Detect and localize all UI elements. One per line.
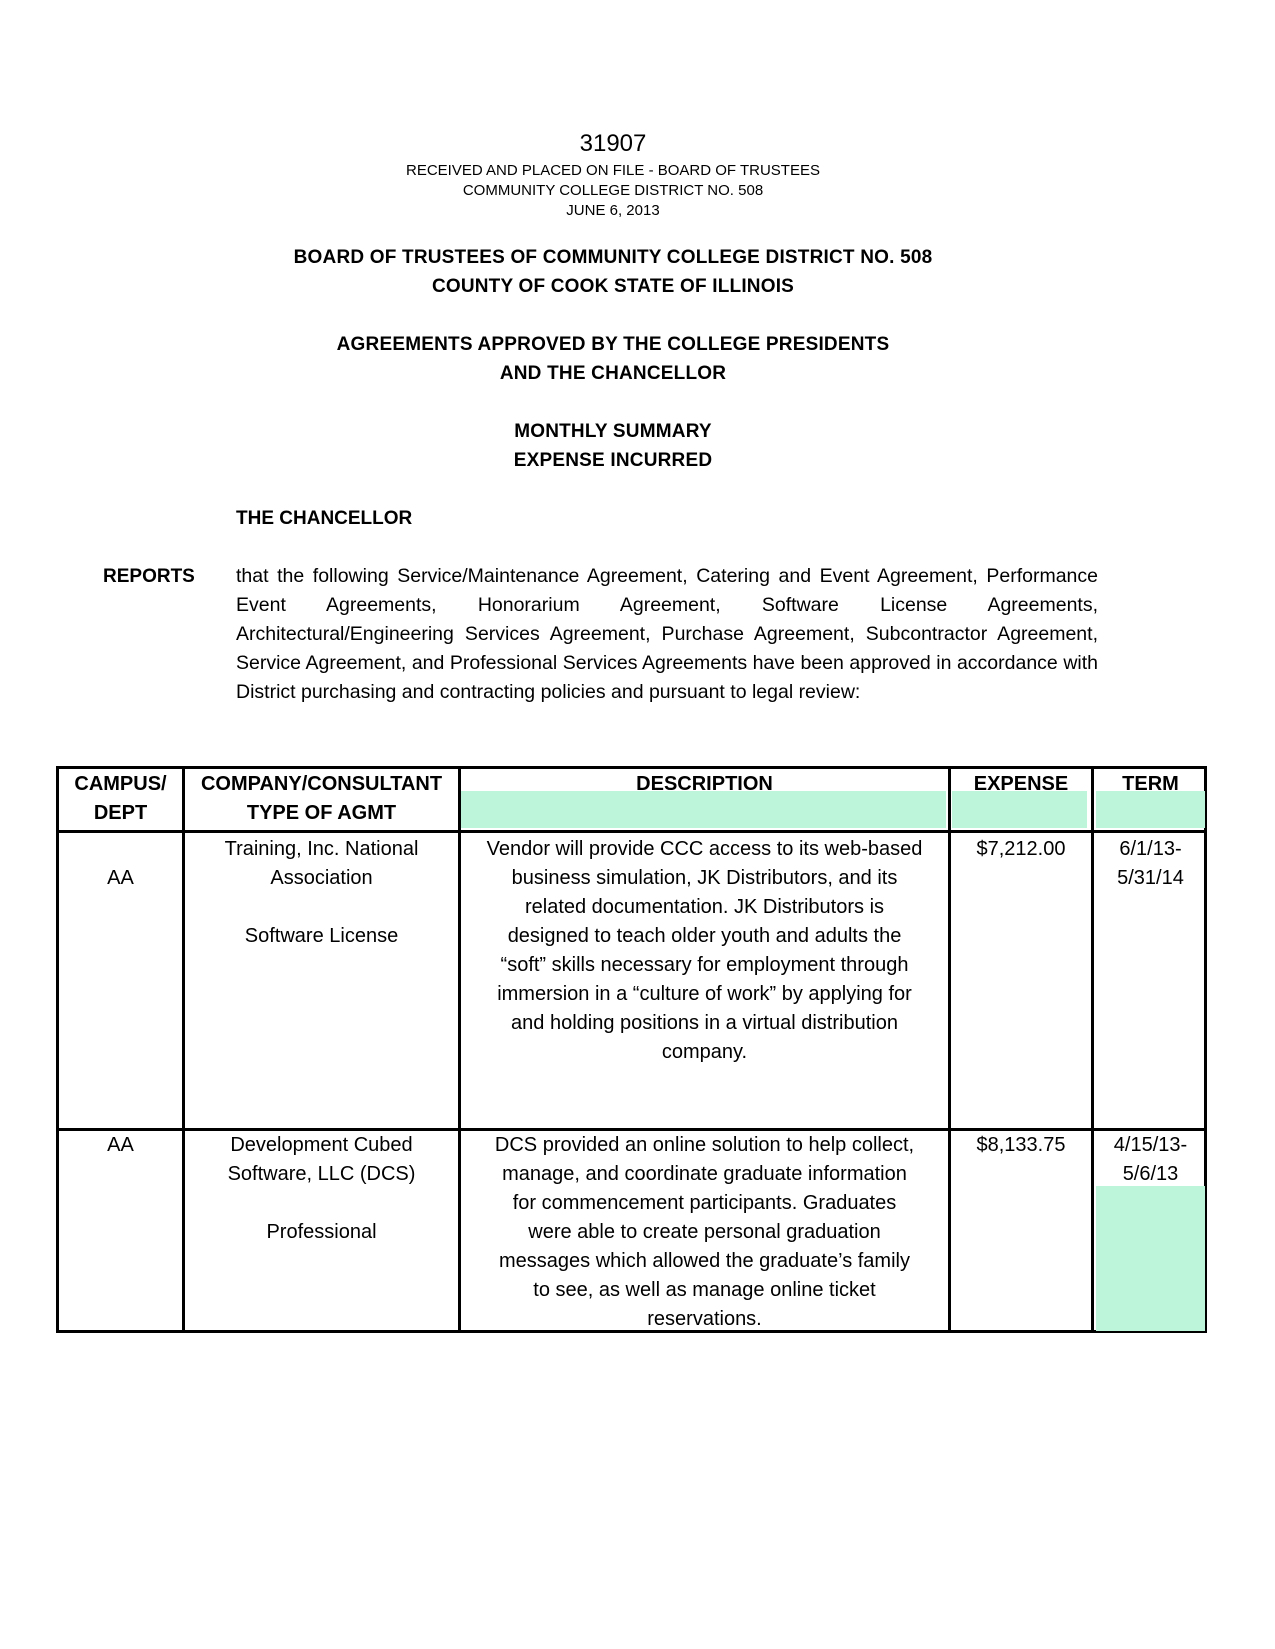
table-row-2-description — [461, 1131, 948, 1334]
description-line: manage, and coordinate graduate information — [502, 1163, 907, 1185]
agreements-heading — [0, 330, 1226, 388]
agreements-heading-line-1: AGREEMENTS APPROVED BY THE COLLEGE PRESIDENTS — [336, 334, 890, 355]
description-line: immersion in a “culture of work” by applying for — [497, 983, 912, 1005]
description-line: Vendor will provide CCC access to its web-based — [486, 838, 923, 860]
agreement-type: Software License — [244, 925, 399, 947]
chancellor-label: THE CHANCELLOR — [236, 508, 413, 529]
table-row-2-company — [185, 1131, 458, 1247]
term-start: 6/1/13- — [1119, 838, 1182, 860]
description-line: were able to create personal graduation — [528, 1221, 881, 1243]
table-row-1-term — [1094, 835, 1207, 893]
company-name-line-1: Development Cubed — [230, 1134, 413, 1156]
description-line: “soft” skills necessary for employment through — [500, 954, 909, 976]
summary-heading-line-1: MONTHLY SUMMARY — [514, 421, 712, 442]
header-campus-dept — [59, 770, 182, 828]
description-line: company. — [661, 1041, 748, 1063]
table-row-1-expense: $7,212.00 — [976, 838, 1066, 860]
description-line: to see, as well as manage online ticket — [533, 1279, 876, 1301]
description-line: reservations. — [647, 1308, 762, 1330]
agreements-table — [56, 766, 1207, 1333]
board-heading-line-2: COUNTY OF COOK STATE OF ILLINOIS — [431, 276, 795, 297]
table-row-1-company — [185, 835, 458, 951]
summary-heading — [0, 417, 1226, 475]
board-heading — [0, 243, 1226, 301]
summary-heading-line-2: EXPENSE INCURRED — [513, 450, 713, 471]
header-company-line-1: COMPANY/CONSULTANT — [200, 773, 443, 795]
header-expense: EXPENSE — [973, 773, 1069, 795]
reports-label: REPORTS — [103, 566, 195, 587]
description-line: related documentation. JK Distributors is — [524, 896, 885, 918]
agreements-heading-line-2: AND THE CHANCELLOR — [499, 363, 727, 384]
company-name-line-2: Software, LLC (DCS) — [227, 1163, 416, 1185]
stamp-date: JUNE 6, 2013 — [566, 202, 660, 219]
header-campus-line-1: CAMPUS/ — [74, 773, 167, 795]
header-company-type — [185, 770, 458, 828]
row-divider — [59, 830, 1204, 833]
agreement-type: Professional — [266, 1221, 377, 1243]
header-description: DESCRIPTION — [636, 773, 773, 795]
table-row-2-campus: AA — [107, 1134, 134, 1156]
description-line: and holding positions in a virtual distribution — [511, 1012, 898, 1034]
description-line: for commencement participants. Graduates — [512, 1192, 897, 1214]
table-row-1-description — [461, 835, 948, 1067]
term-end: 5/31/14 — [1117, 867, 1184, 889]
header-term: TERM — [1122, 773, 1179, 795]
document-number: 31907 — [579, 130, 647, 157]
description-line: designed to teach older youth and adults the — [507, 925, 902, 947]
table-row-2-expense: $8,133.75 — [976, 1134, 1066, 1156]
description-line: business simulation, JK Distributors, and its — [511, 867, 898, 889]
description-line: messages which allowed the graduate’s family — [499, 1250, 910, 1272]
company-name-line-2: Association — [270, 867, 373, 889]
table-row-2-term — [1094, 1131, 1207, 1189]
company-name-line-1: Training, Inc. National — [224, 838, 419, 860]
board-heading-line-1: BOARD OF TRUSTEES OF COMMUNITY COLLEGE DISTRICT NO. 508 — [293, 247, 933, 268]
row2-term-highlight — [1096, 1186, 1205, 1331]
table-row-1-campus: AA — [107, 867, 134, 889]
reports-paragraph: that the following Service/Maintenance Agreement, Catering and Event Agreement, Performance Event Agreements, Honorarium Agreement, Software License Agreements, Architectural/Engineering Services Agreement, Purchase Agreement, Subcontractor Agreement, Service Agreement, and Professional Services Agreements have been approved in accordance with District purchasing and contracting policies and pursuant to legal review: — [236, 565, 1098, 703]
header-campus-line-2: DEPT — [93, 802, 148, 824]
term-start: 4/15/13- — [1113, 1134, 1188, 1156]
stamp-line-2: COMMUNITY COLLEGE DISTRICT NO. 508 — [462, 182, 764, 199]
received-stamp — [0, 161, 1226, 221]
term-end: 5/6/13 — [1122, 1163, 1179, 1185]
description-line: DCS provided an online solution to help collect, — [494, 1134, 915, 1156]
stamp-line-1: RECEIVED AND PLACED ON FILE - BOARD OF TRUSTEES — [406, 162, 820, 179]
header-company-line-2: TYPE OF AGMT — [246, 802, 397, 824]
